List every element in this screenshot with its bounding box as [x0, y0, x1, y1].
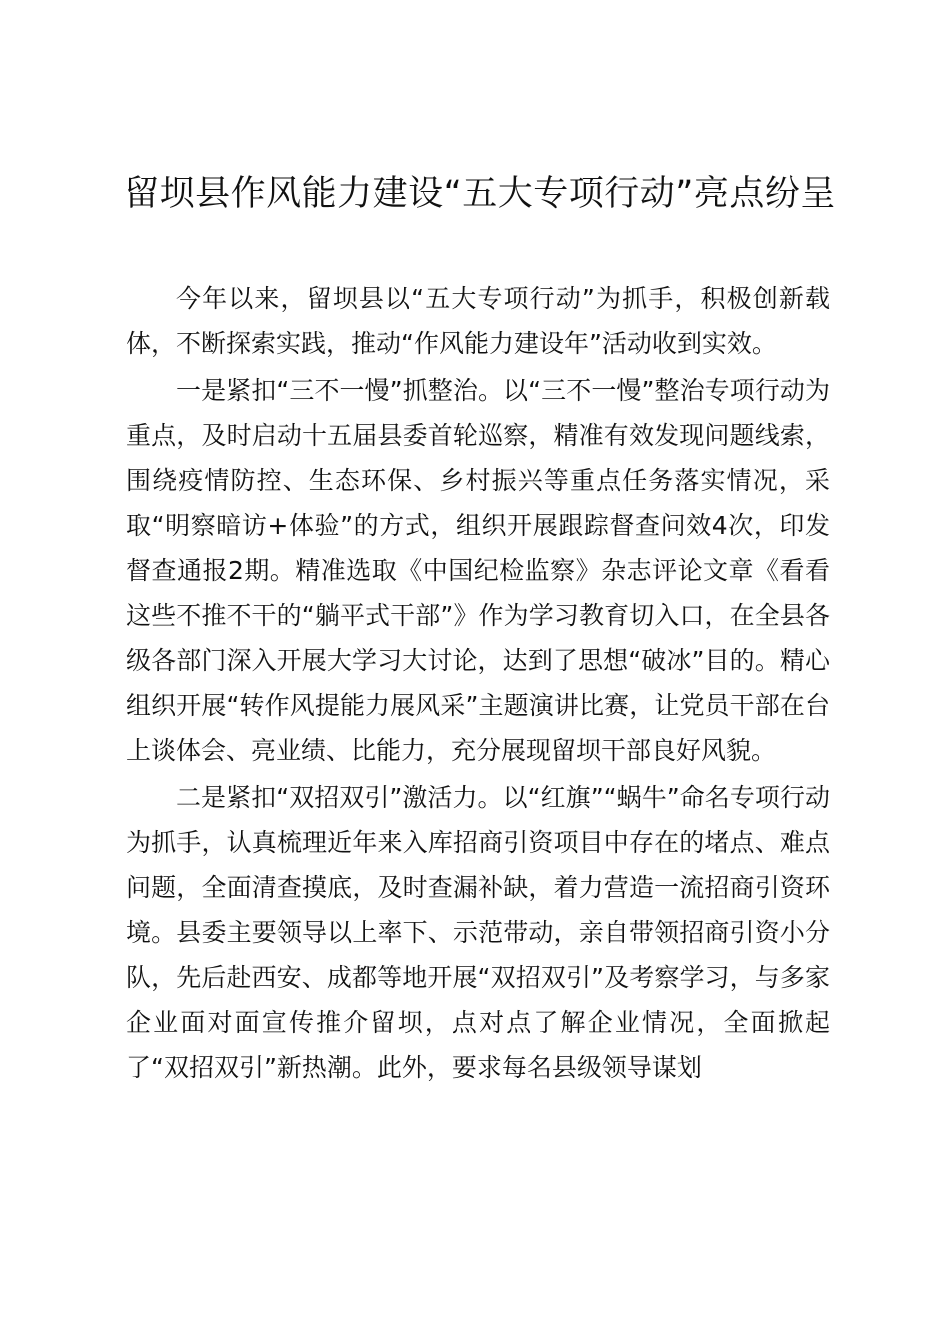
paragraph-rectification: 一是紧扣“三不一慢”抓整治。以“三不一慢”整治专项行动为重点，及时启动十五届县委首轮巡察，精准有效发现问题线索，围绕疫情防控、生态环保、乡村振兴等重点任务落实情况，采取“明察暗访+体验”的方式，组织开展跟踪督查问效4次，印发督查通报2期。精准选取《中国纪检监察》杂志评论文章《看看这些不推不干的“躺平式干部”》作为学习教育切入口，在全县各级各部门深入开展大学习大讨论，达到了思想“破冰”目的。精心组织开展“转作风提能力展风采”主题演讲比赛，让党员干部在台上谈体会、亮业绩、比能力，充分展现留坝干部良好风貌。: [126, 376, 830, 765]
paragraph-investment: 二是紧扣“双招双引”激活力。以“红旗”“蜗牛”命名专项行动为抓手，认真梳理近年来入库招商引资项目中存在的堵点、难点问题，全面清查摸底，及时查漏补缺，着力营造一流招商引资环境。县委主要领导以上率下、示范带动，亲自带领招商引资小分队，先后赴西安、成都等地开展“双招双引”及考察学习，与多家企业面对面宣传推介留坝，点对点了解企业情况，全面掀起了“双招双引”新热潮。此外，要求每名县级领导谋划: [126, 783, 830, 1082]
paragraph-intro: 今年以来，留坝县以“五大专项行动”为抓手，积极创新载体，不断探索实践，推动“作风能力建设年”活动收到实效。: [126, 284, 830, 358]
document-title: 留坝县作风能力建设“五大专项行动”亮点纷呈: [124, 174, 836, 214]
document-body: [126, 276, 830, 1092]
